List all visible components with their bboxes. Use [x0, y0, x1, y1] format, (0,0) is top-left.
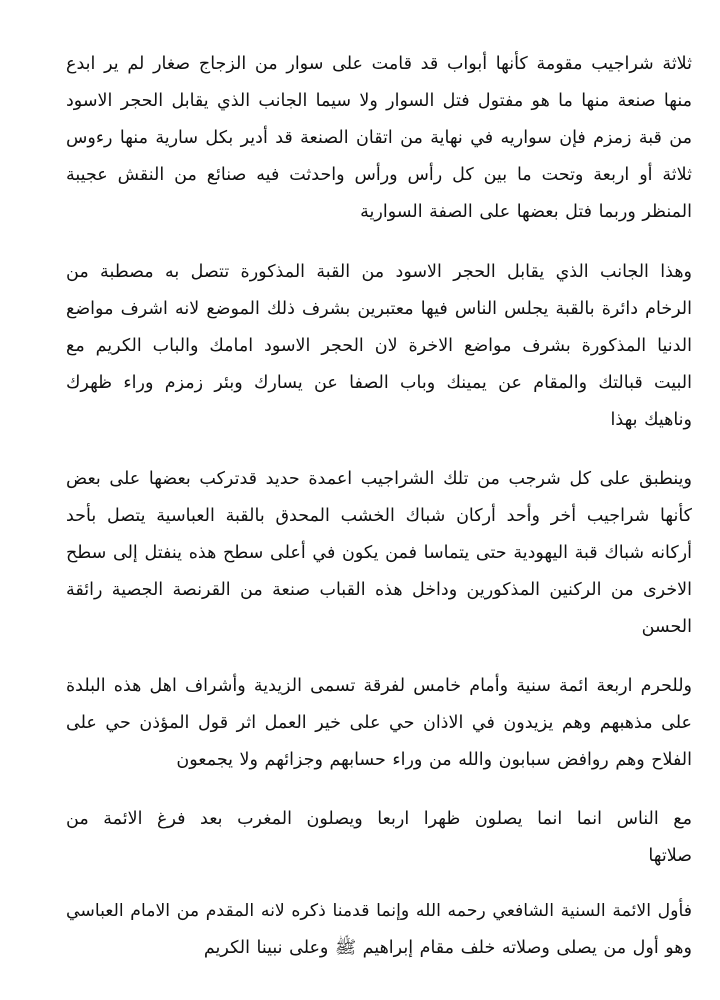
text-line: ثلاثة شراجيب مقومة كأنها أبواب قد قامت على سوار من الزجاج صغار لم ير ابدع: [66, 54, 692, 74]
paragraph-1: [66, 46, 692, 231]
text-line: من قبة زمزم فإن سواريه في نهاية من اتقان الصنعة قد أدير بكل سارية منها رءوس: [66, 128, 692, 148]
paragraph-2: [66, 254, 692, 439]
text-line: الدنيا المذكورة بشرف مواضع الاخرة لان الحجر الاسود امامك والباب الكريم مع: [66, 336, 692, 356]
paragraph-4: [66, 668, 692, 779]
text-line: وللحرم اربعة ائمة سنية وأمام خامس لفرقة تسمى الزيدية وأشراف اهل هذه البلدة: [66, 676, 692, 696]
text-line: الاخرى من الركنين المذكورين وداخل هذه القباب صنعة من القرنصة الجصية رائقة: [66, 580, 692, 600]
paragraph-6: [66, 893, 692, 967]
text-line: الحسن: [641, 617, 692, 637]
text-line: منها صنعة منها ما هو مفتول فتل السوار ولا سيما الجانب الذي يقابل الحجر الاسود: [66, 91, 692, 111]
text-line: الرخام دائرة بالقبة يجلس الناس فيها معتبرين بشرف ذلك الموضع لانه اشرف مواضع: [66, 299, 692, 319]
text-line: وهذا الجانب الذي يقابل الحجر الاسود من القبة المذكورة تتصل به مصطبة من: [66, 262, 692, 282]
text-line: الفلاح وهم روافض سبابون والله من وراء حسابهم وجزائهم ولا يجمعون: [176, 750, 692, 770]
text-line: وهو أول من يصلى وصلاته خلف مقام إبراهيم ﷺ وعلى نبينا الكريم: [203, 938, 692, 958]
text-line: أركانه شباك قبة اليهودية حتى يتماسا فمن يكون في أعلى سطح هذه ينفتل إلى سطح: [66, 543, 692, 563]
text-line: كأنها شراجيب أخر وأحد أركان شباك الخشب المحدق بالقبة العباسية يتصل بأحد: [66, 506, 692, 526]
text-line: ثلاثة أو اربعة وتحت ما بين كل رأس ورأس واحدثت فيه صنائع من النقش عجيبة: [66, 165, 692, 185]
paragraph-5: [66, 801, 692, 875]
text-line: فأول الائمة السنية الشافعي رحمه الله وإنما قدمنا ذكره لانه المقدم من الامام العباسي: [66, 901, 692, 921]
text-line: وينطبق على كل شرجب من تلك الشراجيب اعمدة حديد قدتركب بعضها على بعض: [66, 469, 692, 489]
text-line: وناهيك بهذا: [610, 410, 692, 430]
text-line: المنظر وربما فتل بعضها على الصفة السوارية: [360, 202, 692, 222]
text-line: مع الناس انما انما يصلون ظهرا اربعا ويصلون المغرب بعد فرغ الائمة من: [66, 809, 692, 829]
text-line: صلاتها: [648, 846, 692, 866]
text-line: البيت قبالتك والمقام عن يمينك وباب الصفا عن يسارك وبئر زمزم وراء ظهرك: [66, 373, 692, 393]
paragraph-3: [66, 461, 692, 646]
text-line: على مذهبهم وهم يزيدون في الاذان حي على خير العمل اثر قول المؤذن حي على: [66, 713, 692, 733]
